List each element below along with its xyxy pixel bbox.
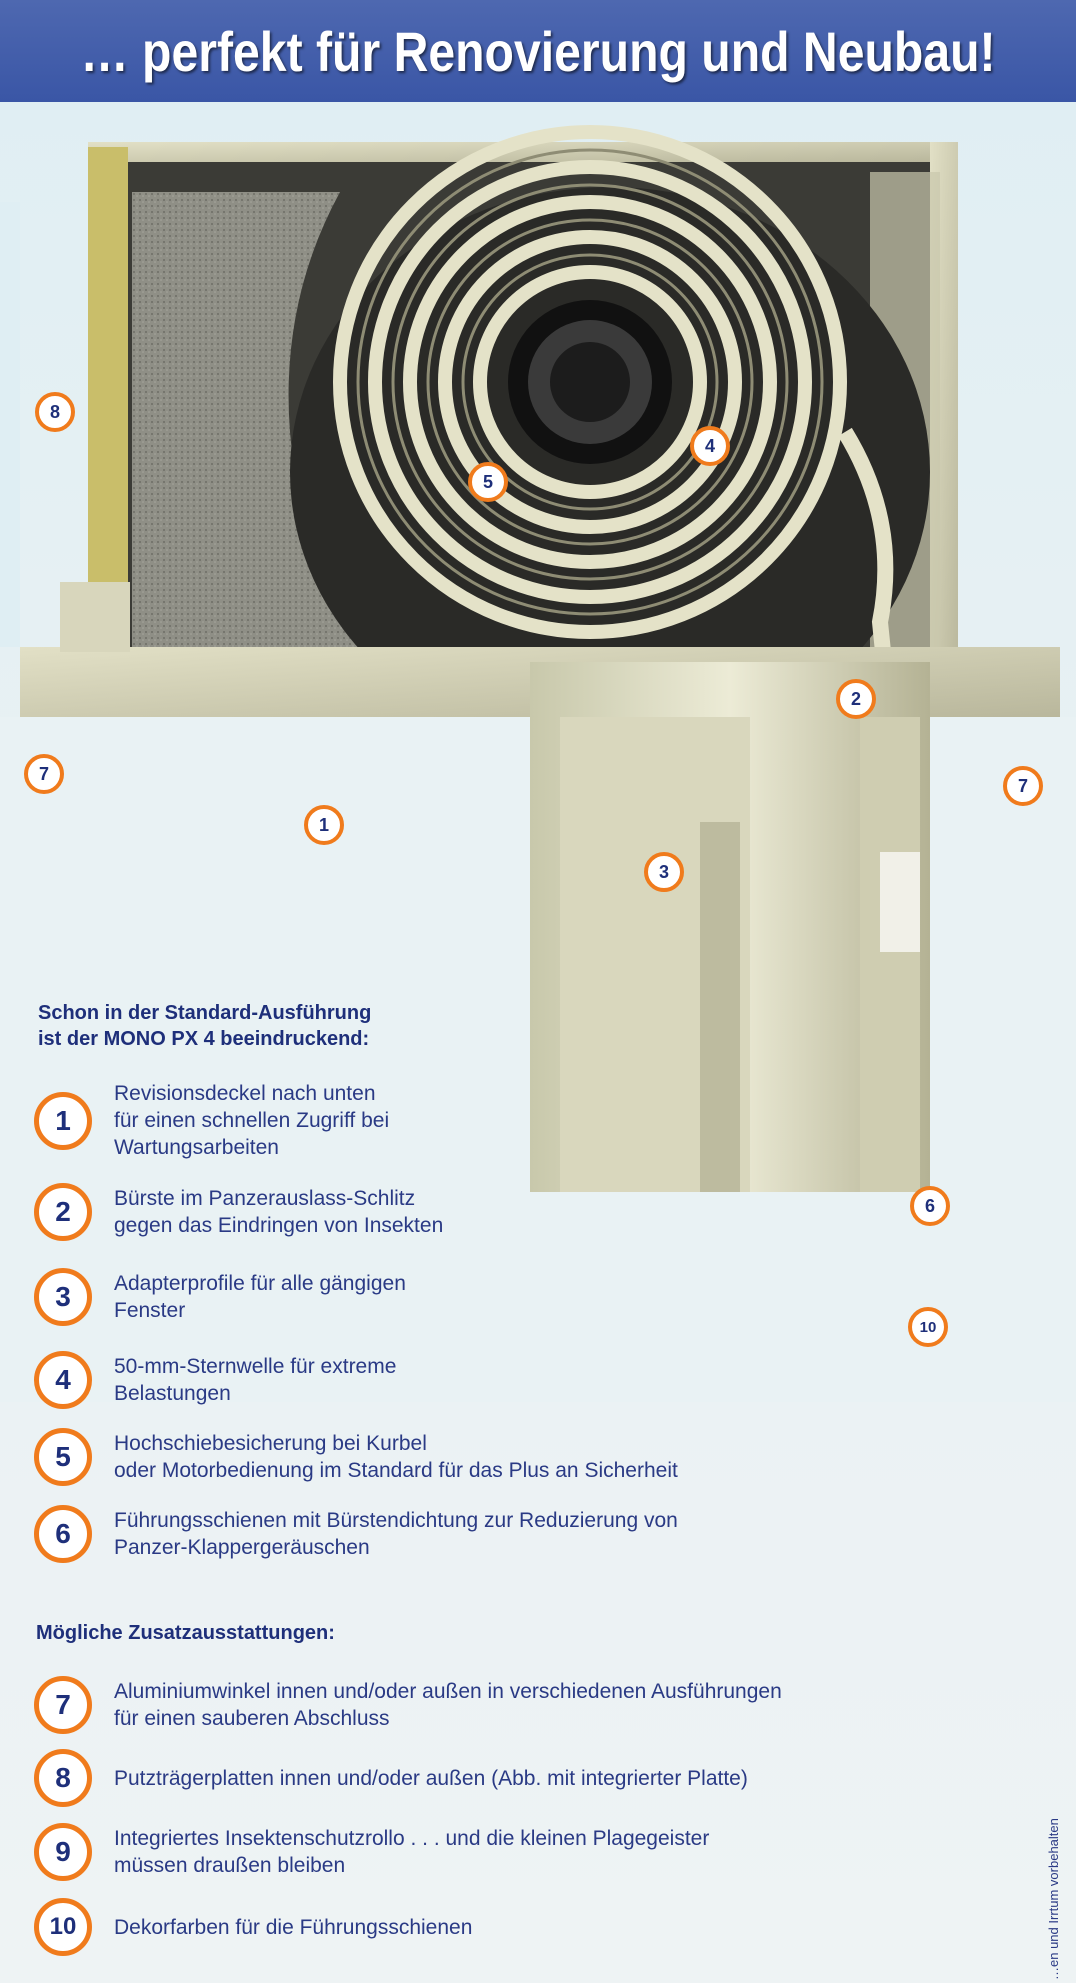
callout-3: 3 bbox=[644, 852, 684, 892]
feature-item-4 bbox=[34, 1351, 396, 1409]
number-badge: 1 bbox=[34, 1092, 92, 1150]
callout-5: 5 bbox=[468, 462, 508, 502]
callout-8: 8 bbox=[35, 392, 75, 432]
number-badge: 7 bbox=[34, 1676, 92, 1734]
callout-6: 6 bbox=[910, 1186, 950, 1226]
feature-text bbox=[114, 1430, 678, 1484]
text-line: Wartungsarbeiten bbox=[114, 1136, 279, 1159]
text-line: Belastungen bbox=[114, 1382, 231, 1405]
text-line: Dekorfarben für die Führungsschienen bbox=[114, 1915, 473, 1939]
heading-line-2: ist der MONO PX 4 beeindruckend: bbox=[38, 1028, 370, 1050]
feature-text bbox=[114, 1080, 389, 1161]
extra-item-7 bbox=[34, 1676, 782, 1734]
feature-text bbox=[114, 1825, 709, 1879]
feature-item-3 bbox=[34, 1268, 406, 1326]
text-line: Integriertes Insektenschutzrollo . . . und die kleinen Plagegeister bbox=[114, 1827, 710, 1850]
optional-extras-heading: Mögliche Zusatzausstattungen: bbox=[36, 1622, 335, 1644]
text-line: Hochschiebesicherung bei Kurbel bbox=[114, 1432, 427, 1455]
heading-line-1: Schon in der Standard-Ausführung bbox=[38, 1002, 372, 1024]
feature-text bbox=[114, 1507, 678, 1561]
number-badge: 2 bbox=[34, 1183, 92, 1241]
feature-text bbox=[114, 1185, 443, 1239]
page-title: … perfekt für Renovierung und Neubau! bbox=[80, 19, 996, 83]
text-line: Adapterprofile für alle gängigen bbox=[114, 1272, 406, 1295]
feature-item-1 bbox=[34, 1080, 389, 1161]
callout-4: 4 bbox=[690, 426, 730, 466]
number-badge: 3 bbox=[34, 1268, 92, 1326]
feature-text bbox=[114, 1914, 472, 1941]
callout-7-left: 7 bbox=[24, 754, 64, 794]
text-line: Panzer-Klappergeräuschen bbox=[114, 1536, 370, 1559]
number-badge: 10 bbox=[34, 1898, 92, 1956]
standard-features-heading bbox=[38, 1000, 371, 1052]
text-line: Führungsschienen mit Bürstendichtung zur Reduzierung von bbox=[114, 1509, 678, 1532]
feature-text bbox=[114, 1678, 782, 1732]
text-line: 50-mm-Sternwelle für extreme bbox=[114, 1355, 397, 1378]
extra-item-8 bbox=[34, 1749, 748, 1807]
text-line: für einen sauberen Abschluss bbox=[114, 1707, 390, 1730]
extra-item-10 bbox=[34, 1898, 472, 1956]
number-badge: 9 bbox=[34, 1823, 92, 1881]
number-badge: 6 bbox=[34, 1505, 92, 1563]
callout-10: 10 bbox=[908, 1307, 948, 1347]
callout-1: 1 bbox=[304, 805, 344, 845]
callout-2: 2 bbox=[836, 679, 876, 719]
title-banner bbox=[0, 0, 1076, 102]
callout-7-right: 7 bbox=[1003, 766, 1043, 806]
text-line: Bürste im Panzerauslass-Schlitz bbox=[114, 1187, 416, 1210]
text-line: gegen das Eindringen von Insekten bbox=[114, 1214, 444, 1237]
feature-item-5 bbox=[34, 1428, 678, 1486]
feature-text bbox=[114, 1353, 396, 1407]
feature-text bbox=[114, 1765, 748, 1792]
text-line: für einen schnellen Zugriff bei bbox=[114, 1109, 390, 1132]
text-line: Aluminiumwinkel innen und/oder außen in verschiedenen Ausführungen bbox=[114, 1680, 782, 1703]
number-badge: 4 bbox=[34, 1351, 92, 1409]
text-line: müssen draußen bleiben bbox=[114, 1854, 346, 1877]
text-line: Putzträgerplatten innen und/oder außen (Abb. mit integrierter Platte) bbox=[114, 1766, 748, 1790]
text-line: oder Motorbedienung im Standard für das Plus an Sicherheit bbox=[114, 1459, 678, 1482]
text-line: Revisionsdeckel nach unten bbox=[114, 1082, 376, 1105]
text-line: Fenster bbox=[114, 1299, 186, 1322]
feature-item-2 bbox=[34, 1183, 443, 1241]
number-badge: 8 bbox=[34, 1749, 92, 1807]
number-badge: 5 bbox=[34, 1428, 92, 1486]
feature-text bbox=[114, 1270, 406, 1324]
disclaimer-vertical: …en und Irrtum vorbehalten bbox=[1046, 1818, 1061, 1980]
extra-item-9 bbox=[34, 1823, 709, 1881]
feature-item-6 bbox=[34, 1505, 678, 1563]
